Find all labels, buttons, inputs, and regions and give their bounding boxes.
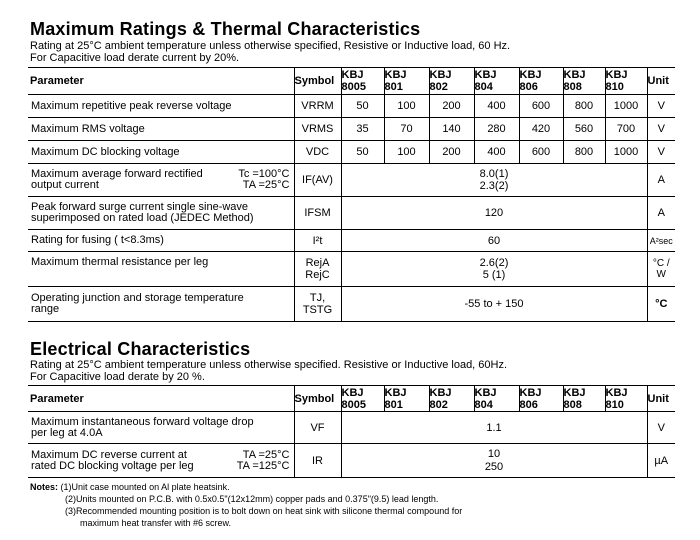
table-row xyxy=(28,230,675,252)
header-part-810: KBJ 810 xyxy=(605,386,647,412)
param-surge-current: Peak forward surge current single sine-wave superimposed on rated load (JEDEC Method) xyxy=(28,197,294,230)
value-cell: 2.6(2) 5 (1) xyxy=(341,252,647,287)
table-row xyxy=(28,252,675,287)
symbol-vrms: VRMS xyxy=(294,118,341,141)
value-cell: 8.0(1) 2.3(2) xyxy=(341,164,647,197)
table-row xyxy=(28,287,675,322)
header-unit: Unit xyxy=(647,386,675,412)
table-header-row xyxy=(28,386,675,412)
value-cell: 70 xyxy=(384,118,429,141)
electrical-note-2: For Capacitive load derate by 20 %. xyxy=(30,371,205,383)
header-part-801: KBJ 801 xyxy=(384,386,429,412)
max-ratings-note-2: For Capacitive load derate current by 20%. xyxy=(30,52,240,64)
table-row xyxy=(28,118,675,141)
max-ratings-table xyxy=(28,67,675,322)
value-cell: 60 xyxy=(341,230,647,252)
table-row xyxy=(28,444,675,478)
value-cell: 100 xyxy=(384,141,429,164)
max-ratings-title: Maximum Ratings & Thermal Characteristics xyxy=(30,19,421,39)
note-3-continued: maximum heat transfer with #6 screw. xyxy=(80,518,232,528)
value-cell: 35 xyxy=(341,118,384,141)
max-ratings-note-1: Rating at 25°C ambient temperature unless otherwise specified, Resistive or Inductive load, 60 Hz. xyxy=(30,40,511,52)
value-cell: 400 xyxy=(474,141,519,164)
condition-text: Tc =100°C TA =25°C xyxy=(238,168,290,191)
table-header-row xyxy=(28,68,675,95)
symbol-temperature: TJ, TSTG xyxy=(294,287,341,322)
symbol-ir: IR xyxy=(294,444,341,478)
header-part-802: KBJ 802 xyxy=(429,68,474,95)
header-parameter: Parameter xyxy=(28,68,294,95)
value-cell: 100 xyxy=(384,95,429,118)
value-cell: 600 xyxy=(519,141,563,164)
unit-cell: A²sec xyxy=(647,230,675,252)
param-forward-voltage: Maximum instantaneous forward voltage drop per leg at 4.0A xyxy=(28,412,294,444)
header-symbol: Symbol xyxy=(294,386,341,412)
header-part-8005: KBJ 8005 xyxy=(341,68,384,95)
symbol-ifsm: IFSM xyxy=(294,197,341,230)
symbol-vf: VF xyxy=(294,412,341,444)
unit-cell: V xyxy=(647,412,675,444)
header-part-806: KBJ 806 xyxy=(519,68,563,95)
value-cell: 1000 xyxy=(605,141,647,164)
note-1: (1)Unit case mounted on Al plate heatsink. xyxy=(60,482,230,492)
value-cell: 120 xyxy=(341,197,647,230)
param-temperature: Operating junction and storage temperature range xyxy=(28,287,294,322)
unit-cell: V xyxy=(647,118,675,141)
symbol-thermal: RejA RejC xyxy=(294,252,341,287)
param-reverse-current: Maximum DC reverse current at rated DC blocking voltage per leg TA =25°C TA =125°C xyxy=(28,444,294,478)
unit-cell: V xyxy=(647,141,675,164)
value-cell: 1.1 xyxy=(341,412,647,444)
notes-section xyxy=(30,481,462,529)
unit-cell: A xyxy=(647,164,675,197)
symbol-vdc: VDC xyxy=(294,141,341,164)
value-cell: 400 xyxy=(474,95,519,118)
unit-cell: °C / W xyxy=(647,252,675,287)
symbol-vrrm: VRRM xyxy=(294,95,341,118)
table-row xyxy=(28,197,675,230)
header-part-806: KBJ 806 xyxy=(519,386,563,412)
param-vrrm: Maximum repetitive peak reverse voltage xyxy=(28,95,294,118)
header-part-801: KBJ 801 xyxy=(384,68,429,95)
note-2: (2)Units mounted on P.C.B. with 0.5x0.5"(12x12mm) copper pads and 0.375"(9.5) lead length. xyxy=(65,494,439,504)
unit-cell: °C xyxy=(647,287,675,322)
header-symbol: Symbol xyxy=(294,68,341,95)
value-cell: 420 xyxy=(519,118,563,141)
header-part-808: KBJ 808 xyxy=(563,68,605,95)
param-thermal-resistance: Maximum thermal resistance per leg xyxy=(28,252,294,287)
value-cell: 800 xyxy=(563,95,605,118)
param-avg-forward-current: Maximum average forward rectified output current Tc =100°C TA =25°C xyxy=(28,164,294,197)
param-fusing: Rating for fusing ( t<8.3ms) xyxy=(28,230,294,252)
value-cell: -55 to + 150 xyxy=(341,287,647,322)
value-cell: 280 xyxy=(474,118,519,141)
value-cell: 200 xyxy=(429,141,474,164)
electrical-note-1: Rating at 25°C ambient temperature unless otherwise specified. Resistive or Inductive load, 60Hz. xyxy=(30,359,508,371)
value-cell: 700 xyxy=(605,118,647,141)
condition-text: TA =25°C TA =125°C xyxy=(236,448,290,472)
header-part-804: KBJ 804 xyxy=(474,386,519,412)
table-row xyxy=(28,95,675,118)
value-cell: 50 xyxy=(341,95,384,118)
symbol-i2t: I²t xyxy=(294,230,341,252)
symbol-ifav: IF(AV) xyxy=(294,164,341,197)
header-part-8005: KBJ 8005 xyxy=(341,386,384,412)
value-cell: 10 250 xyxy=(341,444,647,478)
value-cell: 560 xyxy=(563,118,605,141)
unit-cell: V xyxy=(647,95,675,118)
header-part-810: KBJ 810 xyxy=(605,68,647,95)
value-cell: 200 xyxy=(429,95,474,118)
header-part-808: KBJ 808 xyxy=(563,386,605,412)
header-part-802: KBJ 802 xyxy=(429,386,474,412)
unit-cell: A xyxy=(647,197,675,230)
header-part-804: KBJ 804 xyxy=(474,68,519,95)
table-row xyxy=(28,141,675,164)
value-cell: 140 xyxy=(429,118,474,141)
param-vdc: Maximum DC blocking voltage xyxy=(28,141,294,164)
notes-label: Notes: xyxy=(30,482,59,492)
value-cell: 800 xyxy=(563,141,605,164)
electrical-title: Electrical Characteristics xyxy=(30,339,251,359)
table-row xyxy=(28,164,675,197)
value-cell: 600 xyxy=(519,95,563,118)
note-3: (3)Recommended mounting position is to bolt down on heat sink with silicone thermal compound for xyxy=(65,506,463,516)
value-cell: 1000 xyxy=(605,95,647,118)
header-parameter: Parameter xyxy=(28,386,294,412)
header-unit: Unit xyxy=(647,68,675,95)
unit-cell: µA xyxy=(647,444,675,478)
electrical-table xyxy=(28,385,675,478)
table-row xyxy=(28,412,675,444)
value-cell: 50 xyxy=(341,141,384,164)
param-vrms: Maximum RMS voltage xyxy=(28,118,294,141)
